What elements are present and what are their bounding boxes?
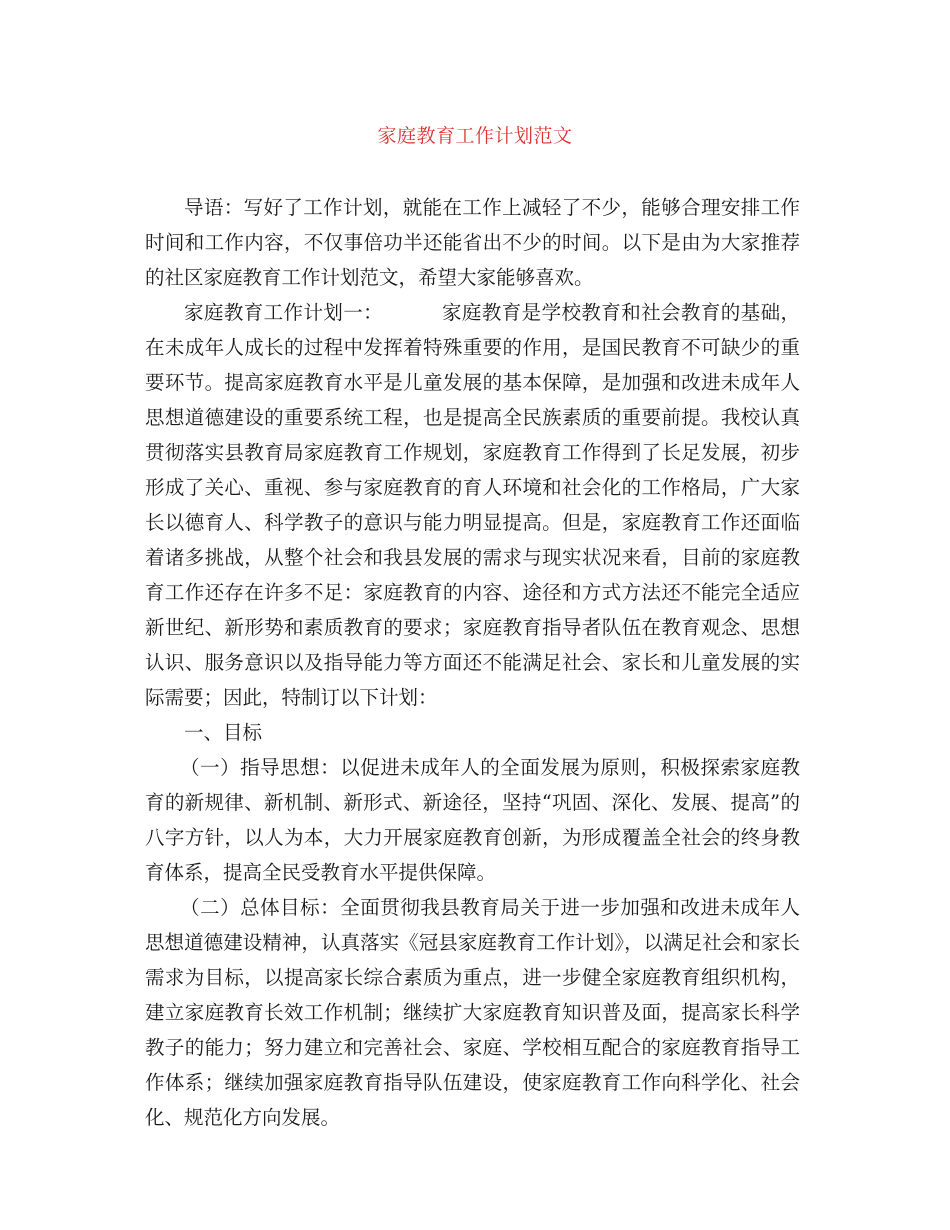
section-heading-goals: 一、目标 [184, 721, 263, 744]
document-body [145, 190, 800, 1135]
plan-one-lead: 家庭教育工作计划一： [184, 301, 384, 324]
document-title: 家庭教育工作计划范文 [377, 125, 573, 147]
plan-one-text: 家庭教育是学校教育和社会教育的基础，在未成年人成长的过程中发挥着特殊重要的作用，是国民教育不可缺少的重要环节。提高家庭教育水平是儿童发展的基本保障，是加强和改进未成年人思想道德建设的重要系统工程，也是提高全民族素质的重要前提。我校认真贯彻落实县教育局家庭教育工作规划，家庭教育工作得到了长足发展，初步形成了关心、重视、参与家庭教育的育人环境和社会化的工作格局，广大家长以德育人、科学教子的意识与能力明显提高。但是，家庭教育工作还面临着诸多挑战，从整个社会和我县发展的需求与现实状况来看，目前的家庭教育工作还存在许多不足：家庭教育的内容、途径和方式方法还不能完全适应新世纪、新形势和素质教育的要求；家庭教育指导者队伍在教育观念、思想认识、服务意识以及指导能力等方面还不能满足社会、家长和儿童发展的实际需要；因此，特制订以下计划： [145, 301, 800, 709]
guiding-thought-paragraph: （一）指导思想：以促进未成年人的全面发展为原则，积极探索家庭教育的新规律、新机制、新形式、新途径，坚持“巩固、深化、发展、提高”的八字方针，以人为本，大力开展家庭教育创新，为形成覆盖全社会的终身教育体系，提高全民受教育水平提供保障。 [145, 756, 800, 884]
intro-paragraph: 导语：写好了工作计划，就能在工作上减轻了不少，能够合理安排工作时间和工作内容，不仅事倍功半还能省出不少的时间。以下是由为大家推荐的社区家庭教育工作计划范文，希望大家能够喜欢。 [145, 196, 800, 289]
overall-goal-paragraph: （二）总体目标：全面贯彻我县教育局关于进一步加强和改进未成年人思想道德建设精神，认真落实《冠县家庭教育工作计划》，以满足社会和家长需求为目标，以提高家长综合素质为重点，进一步健全家庭教育组织机构，建立家庭教育长效工作机制；继续扩大家庭教育知识普及面，提高家长科学教子的能力；努力建立和完善社会、家庭、学校相互配合的家庭教育指导工作体系；继续加强家庭教育指导队伍建设，使家庭教育工作向科学化、社会化、规范化方向发展。 [145, 896, 800, 1129]
plan-one-paragraph [145, 295, 800, 715]
